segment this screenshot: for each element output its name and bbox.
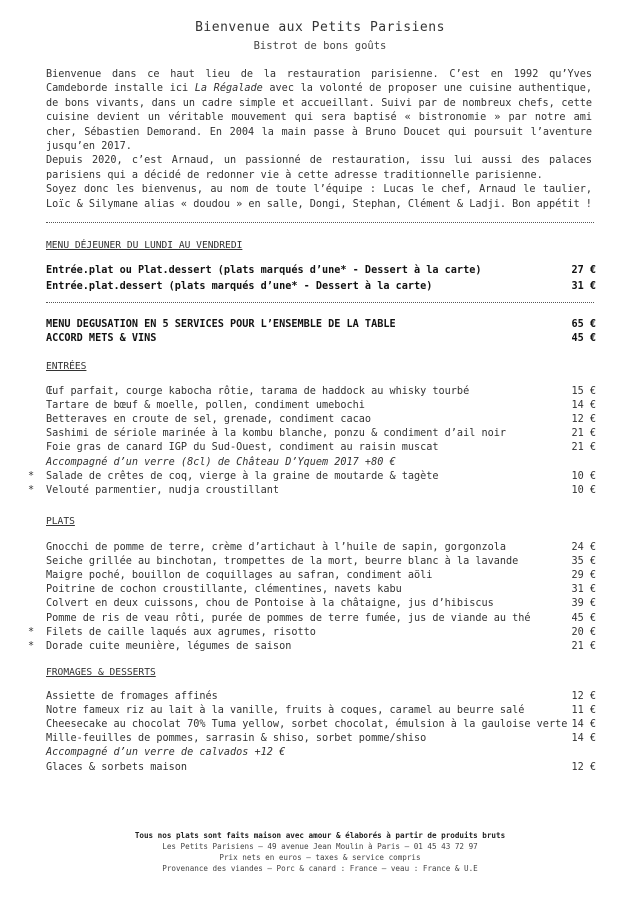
menu-item-label: Entrée.plat.dessert (plats marqués d’une* - Dessert à la carte) xyxy=(46,281,433,292)
menu-item-label: Cheesecake au chocolat 70% Tuma yellow, sorbet chocolat, émulsion à la gauloise verte xyxy=(46,719,568,731)
menu-item-row xyxy=(46,569,596,583)
plats-heading: PLATS xyxy=(46,516,75,527)
menu-item-row xyxy=(46,690,596,704)
footer-address: Les Petits Parisiens – 49 avenue Jean Moulin à Paris – 01 45 43 72 97 xyxy=(162,842,478,851)
menu-item-label: Foie gras de canard IGP du Sud-Ouest, condiment au raisin muscat xyxy=(46,442,439,454)
menu-item-price: 14 € xyxy=(571,400,596,412)
footer-prices-note: Prix nets en euros – taxes & service compris xyxy=(219,853,421,862)
lunch-menu-heading: MENU DÉJEUNER DU LUNDI AU VENDREDI xyxy=(46,240,243,251)
menu-item-row xyxy=(46,441,596,455)
menu-item-row xyxy=(46,555,596,569)
menu-item-price: 27 € xyxy=(571,265,596,276)
menu-item-row xyxy=(46,385,596,399)
lunch-eligible-asterisk: * xyxy=(28,640,35,652)
menu-item-price: 20 € xyxy=(571,626,596,638)
menu-item-row xyxy=(46,761,596,775)
dotted-divider xyxy=(46,302,594,303)
footer-provenance: Provenance des viandes – Porc & canard : France – veau : France & U.E xyxy=(162,864,478,873)
intro-text xyxy=(46,68,592,212)
menu-item-price: 31 € xyxy=(571,584,596,596)
intro-paragraph-3: Soyez donc les bienvenus, au nom de toute l’équipe : Lucas le chef, Arnaud le taulier, Loïc & Silymane alias « doudou » en salle, Dongi, Stephan, Clément & Ladji. Bon appétit ! xyxy=(46,184,592,210)
menu-item-label: Betteraves en croute de sel, grenade, condiment cacao xyxy=(46,414,372,426)
menu-item-label: Tartare de bœuf & moelle, pollen, condiment umebochi xyxy=(46,400,365,412)
lunch-eligible-asterisk: * xyxy=(28,626,35,638)
desserts-heading: FROMAGES & DESSERTS xyxy=(46,667,156,678)
menu-item-price: 10 € xyxy=(571,484,596,496)
menu-item-price: 14 € xyxy=(571,719,596,731)
menu-item-label: Maigre poché, bouillon de coquillages au safran, condiment aöli xyxy=(46,570,433,582)
menu-item-row xyxy=(28,470,596,484)
lunch-eligible-asterisk: * xyxy=(28,484,35,496)
menu-item-label: Pomme de ris de veau rôti, purée de pommes de terre fumée, jus de viande au thé xyxy=(46,612,531,624)
menu-item-row xyxy=(46,413,596,427)
menu-item-label: Poitrine de cochon croustillante, clémentines, navets kabu xyxy=(46,584,402,596)
menu-item-row xyxy=(28,626,596,640)
page-subtitle: Bistrot de bons goûts xyxy=(253,40,387,52)
menu-item-label: Gnocchi de pomme de terre, crème d’artichaut à l’huile de sapin, gorgonzola xyxy=(46,542,507,553)
menu-item-row xyxy=(28,484,596,498)
menu-item-row xyxy=(46,597,596,611)
intro-paragraph-1 xyxy=(46,68,592,154)
menu-item-row xyxy=(46,583,596,597)
menu-item-label: Notre fameux riz au lait à la vanille, fruits à coques, caramel au beurre salé xyxy=(46,705,525,717)
menu-item-price: 21 € xyxy=(571,442,596,454)
dotted-divider xyxy=(46,222,594,223)
entrees-heading: ENTRÉES xyxy=(46,361,87,372)
menu-item-price: 45 € xyxy=(571,333,596,344)
menu-item-row xyxy=(46,541,596,555)
page-title: Bienvenue aux Petits Parisiens xyxy=(195,20,445,35)
intro-text-part: avec la volonté de proposer une cuisine authentique, de bons vivants, dans un cadre simple et accueillant. Suivi par de nombreux chefs, cette cuisine devient un véritable mouvement qui sera baptisé « bistronomie » par notre ami cher, Sébastien Demorand. En 2004 la main passe à Bruno Doucet qui poursuit l’aventure jusqu’en 2017. xyxy=(46,83,593,153)
menu-item-label: Entrée.plat ou Plat.dessert (plats marqués d’une* - Dessert à la carte) xyxy=(46,265,482,276)
menu-item-label: Glaces & sorbets maison xyxy=(46,761,188,773)
intro-paragraph-2: Depuis 2020, c’est Arnaud, un passionné de restauration, issu lui aussi des palaces parisiens qui a décidé de redonner vie à cette adresse traditionnelle parisienne. xyxy=(46,155,592,181)
menu-item-row xyxy=(46,399,596,413)
menu-item-price: 12 € xyxy=(571,414,596,426)
menu-item-price: 15 € xyxy=(571,386,596,397)
menu-item-row xyxy=(46,456,596,470)
menu-item-label: Accompagné d’un verre de calvados +12 € xyxy=(46,747,286,759)
menu-item-price: 29 € xyxy=(571,570,596,582)
menu-item-label: Œuf parfait, courge kabocha rôtie, tarama de haddock au whisky tourbé xyxy=(46,386,470,397)
menu-item-label: MENU DEGUSATION EN 5 SERVICES POUR L’ENSEMBLE DE LA TABLE xyxy=(46,319,396,330)
menu-item-label: Colvert en deux cuissons, chou de Pontoise à la châtaigne, jus d’hibiscus xyxy=(46,598,494,610)
menu-item-row xyxy=(46,704,596,718)
menu-item-row xyxy=(46,718,596,732)
footer xyxy=(0,830,640,874)
menu-item-price: 31 € xyxy=(571,281,596,292)
tasting-menu-row xyxy=(46,318,596,332)
menu-item-price: 45 € xyxy=(571,612,596,624)
restaurant-name-italic: La Régalade xyxy=(194,83,263,95)
menu-item-label: Dorade cuite meunière, légumes de saison xyxy=(46,640,292,652)
menu-item-label: Velouté parmentier, nudja croustillant xyxy=(46,484,280,496)
menu-item-label: ACCORD METS & VINS xyxy=(46,333,157,344)
tasting-menu-row xyxy=(46,332,596,346)
menu-item-label: Filets de caille laqués aux agrumes, risotto xyxy=(46,626,316,638)
menu-item-price: 39 € xyxy=(571,598,596,610)
menu-item-label: Mille-feuilles de pommes, sarrasin & shiso, sorbet pomme/shiso xyxy=(46,733,427,745)
menu-item-price: 12 € xyxy=(571,691,596,702)
menu-item-row xyxy=(46,612,596,626)
menu-item-label: Seiche grillée au binchotan, trompettes de la mort, beurre blanc à la lavande xyxy=(46,556,519,568)
menu-item-row xyxy=(46,746,596,760)
lunch-eligible-asterisk: * xyxy=(28,470,35,482)
menu-item-price: 24 € xyxy=(571,542,596,553)
lunch-menu-row xyxy=(46,280,596,294)
menu-item-price: 12 € xyxy=(571,761,596,773)
menu-item-label: Sashimi de sériole marinée à la kombu blanche, ponzu & condiment d’ail noir xyxy=(46,428,507,440)
menu-item-label: Accompagné d’un verre (8cl) de Château D’Yquem 2017 +80 € xyxy=(46,456,396,468)
menu-item-price: 65 € xyxy=(571,319,596,330)
menu-item-price: 21 € xyxy=(571,640,596,652)
menu-item-price: 11 € xyxy=(571,705,596,717)
menu-item-row xyxy=(46,732,596,746)
menu-item-label: Assiette de fromages affinés xyxy=(46,691,218,702)
footer-tagline: Tous nos plats sont faits maison avec amour & élaborés à partir de produits bruts xyxy=(134,831,506,840)
menu-item-price: 21 € xyxy=(571,428,596,440)
menu-item-price: 35 € xyxy=(571,556,596,568)
menu-item-price: 10 € xyxy=(571,470,596,482)
intro-text-part: Bienvenue dans ce haut lieu de la restauration parisienne. C’est en 1992 qu’Yves Camdeborde installe ici xyxy=(46,69,592,95)
lunch-menu-row xyxy=(46,264,596,278)
menu-item-label: Salade de crêtes de coq, vierge à la graine de moutarde & tagète xyxy=(46,470,439,482)
menu-item-row xyxy=(46,427,596,441)
menu-item-price: 14 € xyxy=(571,733,596,745)
menu-item-row xyxy=(28,640,596,654)
